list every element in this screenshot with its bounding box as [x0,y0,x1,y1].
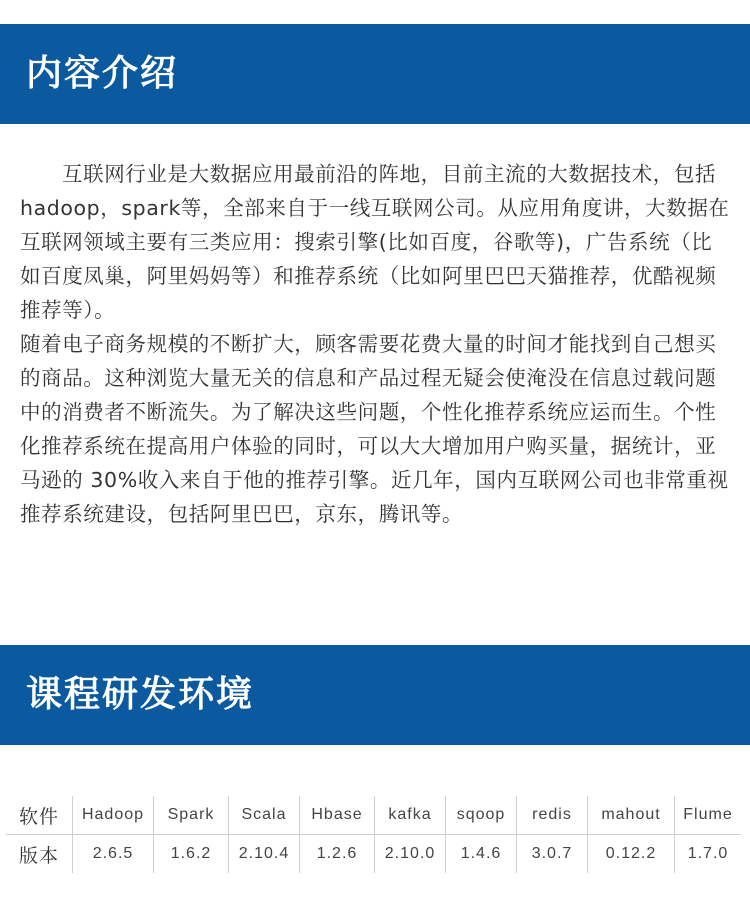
version-cell: 1.7.0 [687,845,729,862]
software-row [6,796,741,835]
section-title-env: 课程研发环境 [26,674,255,715]
software-cell: kafka [375,796,446,835]
version-cell: 3.0.7 [517,835,588,874]
environment-table [6,796,741,873]
row-label-software: 软件 [6,796,73,835]
software-cell: Flume [675,796,742,835]
software-cell: Hadoop [73,796,154,835]
version-cell: 2.10.0 [375,835,446,874]
version-cell: 1.4.6 [446,835,517,874]
section-title-intro: 内容介绍 [26,53,179,94]
section-banner-intro [0,24,750,124]
software-cell: Spark [154,796,229,835]
version-cell: 1.6.2 [154,835,229,874]
software-cell: sqoop [446,796,517,835]
section-banner-env [0,645,750,745]
intro-paragraph-2: 随着电子商务规模的不断扩大，顾客需要花费大量的时间才能找到自己想买的商品。这种浏览大量无关的信息和产品过程无疑会使淹没在信息过载问题中的消费者不断流失。为了解决这些问题，个性化推荐系统应运而生。个性化推荐系统在提高用户体验的同时，可以大大增加用户购买量，据统计，亚马逊的 30%收入来自于他的推荐引擎。近几年，国内互联网公司也非常重视推荐系统建设，包括阿里巴巴，京东，腾讯等。 [20,332,729,526]
version-cell: 2.6.5 [73,835,154,874]
software-cell: mahout [588,796,675,835]
row-label-version: 版本 [6,835,73,874]
software-cell: Scala [229,796,300,835]
version-row [6,835,741,874]
version-cell: 1.2.6 [300,835,375,874]
intro-paragraph-1: 互联网行业是大数据应用最前沿的阵地，目前主流的大数据技术，包括 hadoop，spark等，全部来自于一线互联网公司。从应用角度讲，大数据在互联网领域主要有三类应用：搜索引擎(比如百度，谷歌等)，广告系统（比如百度凤巢，阿里妈妈等）和推荐系统（比如阿里巴巴天猫推荐，优酷视频推荐等）。 [20,162,730,322]
version-cell: 0.12.2 [588,835,675,874]
intro-body [20,157,732,531]
software-cell: Hbase [300,796,375,835]
software-cell: redis [517,796,588,835]
version-cell: 2.10.4 [229,835,300,874]
